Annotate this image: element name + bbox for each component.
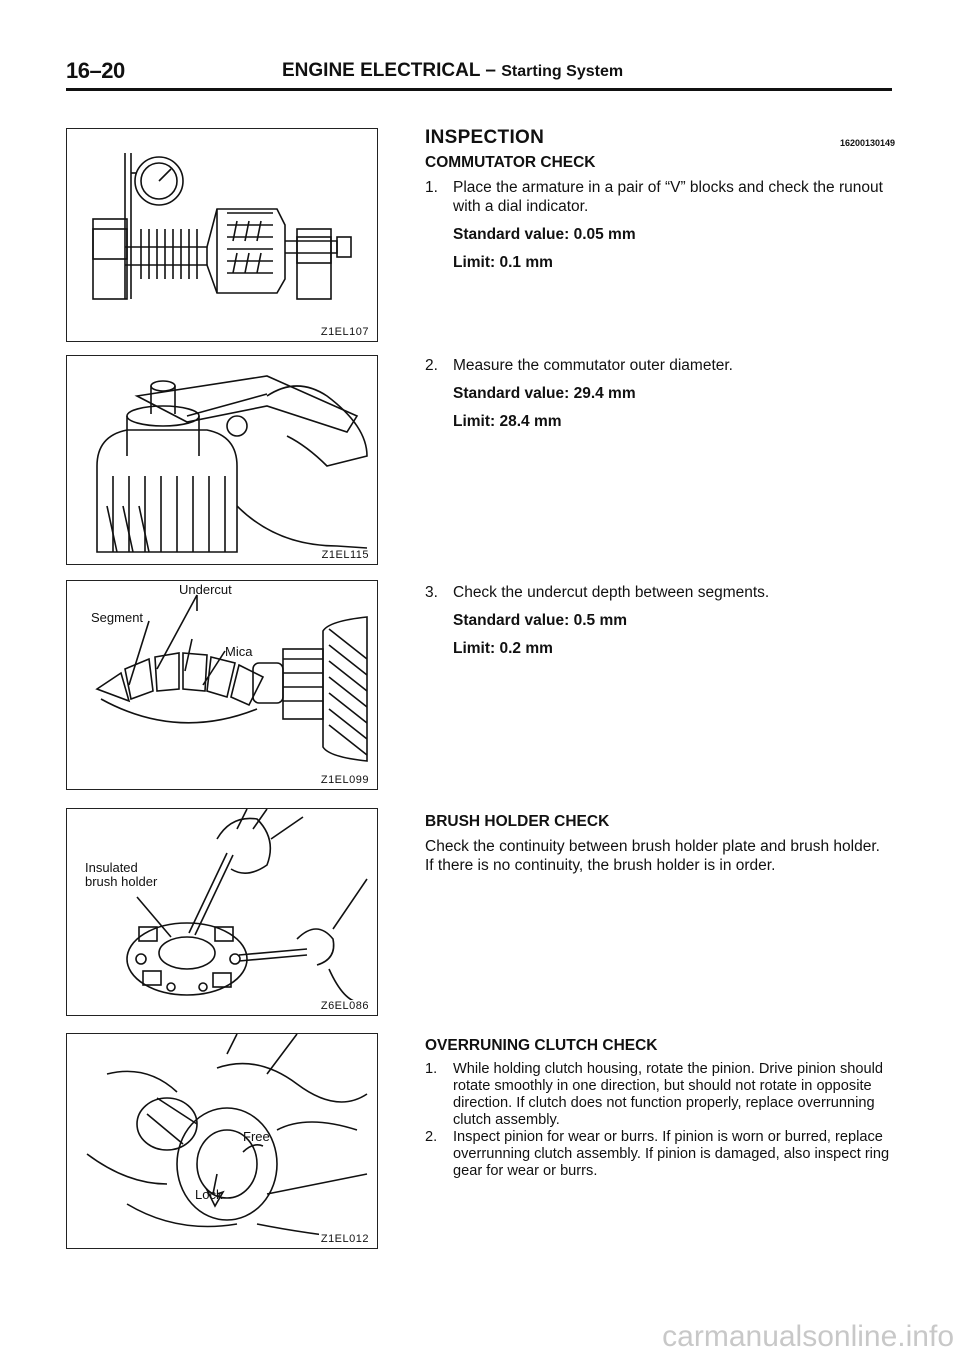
- step-3-section: [425, 583, 895, 658]
- limit-value: Limit: 0.2 mm: [453, 640, 553, 657]
- clutch-rotation-illustration: [67, 1034, 377, 1248]
- figure-commutator-diameter: [66, 355, 378, 565]
- page-number: 16–20: [66, 58, 125, 83]
- step-item: 1. While holding clutch housing, rotate the pinion. Drive pinion should rotate smoothly in one direction, but should not rotate in opposite direction. If clutch does not function properly, replace overrunning clutch assembly.: [425, 1061, 883, 1128]
- label-mica: Mica: [225, 644, 253, 659]
- label-free: Free: [243, 1129, 270, 1144]
- figure-code: Z1EL012: [320, 1233, 369, 1245]
- brush-holder-text: Check the continuity between brush holder plate and brush holder.: [425, 838, 880, 855]
- limit-value: Limit: 0.1 mm: [453, 254, 553, 271]
- figure-brush-holder: [66, 808, 378, 1016]
- inspection-section: [425, 128, 895, 272]
- brush-holder-illustration: [67, 809, 377, 1015]
- inspection-title: INSPECTION: [425, 127, 545, 148]
- watermark: carmanualsonline.info: [662, 1320, 954, 1353]
- armature-runout-illustration: [67, 129, 377, 341]
- header-rule: [66, 88, 892, 91]
- page-subtitle: Starting System: [501, 63, 624, 80]
- commutator-title: COMMUTATOR CHECK: [425, 154, 596, 171]
- brush-holder-section: [425, 812, 895, 875]
- standard-value: Standard value: 0.05 mm: [453, 226, 636, 243]
- brush-holder-result: If there is no continuity, the brush holder is in order.: [425, 857, 776, 874]
- step-item: 1. Place the armature in a pair of “V” blocks and check the runout with a dial indicator.: [425, 179, 883, 215]
- step-item: 2. Inspect pinion for wear or burrs. If pinion is worn or burred, replace overrunning clutch assembly. If pinion is damaged, also inspect ring gear for wear or burrs.: [425, 1129, 890, 1179]
- label-brush-holder: brush holder: [85, 874, 158, 889]
- label-undercut: Undercut: [179, 582, 232, 597]
- caliper-measurement-illustration: [67, 356, 377, 564]
- figure-code: Z1EL115: [321, 549, 369, 561]
- step-item: 2. Measure the commutator outer diameter.: [425, 357, 733, 374]
- clutch-title: OVERRUNING CLUTCH CHECK: [425, 1037, 658, 1054]
- label-segment: Segment: [91, 610, 144, 625]
- clutch-section: [425, 1036, 895, 1180]
- figure-armature-runout: [66, 128, 378, 342]
- figure-overrunning-clutch: [66, 1033, 378, 1249]
- brush-holder-title: BRUSH HOLDER CHECK: [425, 813, 610, 830]
- step-2-section: [425, 356, 895, 431]
- page-title: ENGINE ELECTRICAL – Starting System: [282, 60, 624, 81]
- figure-undercut: [66, 580, 378, 790]
- figure-code: Z1EL107: [320, 326, 369, 338]
- doc-number: 16200130149: [839, 138, 895, 148]
- label-insulated: Insulated: [85, 860, 138, 875]
- step-item: 3. Check the undercut depth between segments.: [425, 584, 770, 601]
- page-header: [66, 58, 892, 90]
- label-lock: Lock: [195, 1187, 223, 1202]
- standard-value: Standard value: 29.4 mm: [453, 385, 636, 402]
- limit-value: Limit: 28.4 mm: [453, 413, 562, 430]
- figure-code: Z6EL086: [320, 1000, 369, 1012]
- figure-code: Z1EL099: [320, 774, 369, 786]
- standard-value: Standard value: 0.5 mm: [453, 612, 628, 629]
